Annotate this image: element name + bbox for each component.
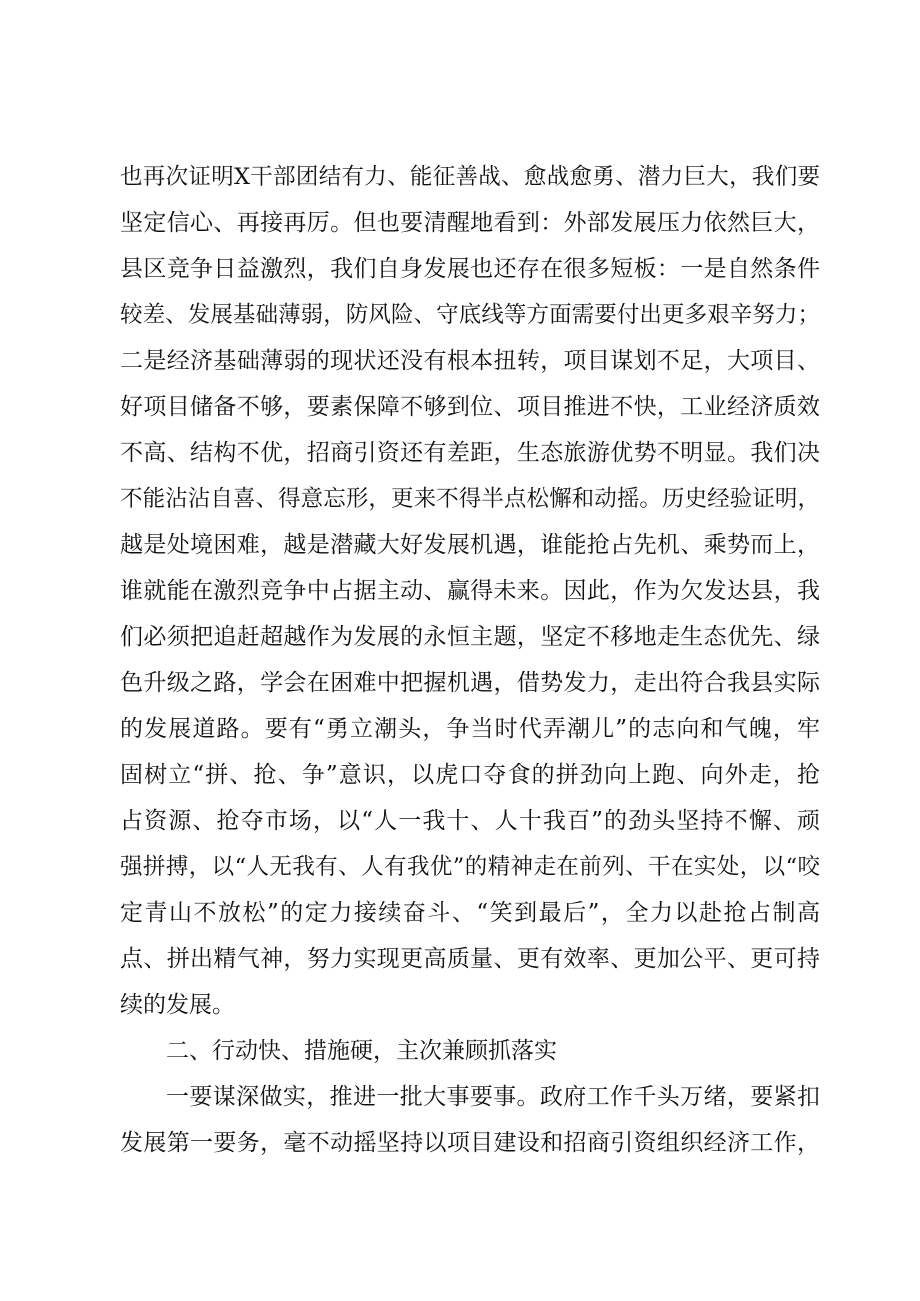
body-text-line: 越是处境困难，越是潜藏大好发展机遇，谁能抢占先机、乘势而上， — [120, 532, 820, 558]
body-text-line: 发展第一要务，毫不动摇坚持以项目建设和招商引资组织经济工作， — [120, 1130, 820, 1156]
body-text-line: 点、拼出精气神，努力实现更高质量、更有效率、更加公平、更可持 — [120, 946, 820, 972]
body-text-line: 不高、结构不优，招商引资还有差距，生态旅游优势不明显。我们决 — [120, 440, 820, 466]
body-text-line: 坚定信心、再接再厉。但也要清醒地看到：外部发展压力依然巨大， — [120, 210, 820, 236]
body-text-line: 固树立“拼、抢、争”意识，以虎口夺食的拼劲向上跑、向外走，抢 — [120, 762, 820, 788]
body-text-line: 定青山不放松”的定力接续奋斗、“笑到最后”，全力以赴抢占制高 — [120, 900, 820, 926]
body-text-line: 占资源、抢夺市场，以“人一我十、人十我百”的劲头坚持不懈、顽 — [120, 808, 820, 834]
body-text-line: 好项目储备不够，要素保障不够到位、项目推进不快，工业经济质效 — [120, 394, 820, 420]
body-text-line: 较差、发展基础薄弱，防风险、守底线等方面需要付出更多艰辛努力； — [120, 302, 820, 328]
body-text-line: 续的发展。 — [120, 992, 235, 1018]
body-text-line: 强拼搏，以“人无我有、人有我优”的精神走在前列、干在实处，以“咬 — [120, 854, 820, 880]
body-text-line: 的发展道路。要有“勇立潮头，争当时代弄潮儿”的志向和气魄，牢 — [120, 716, 820, 742]
body-text-line: 县区竞争日益激烈，我们自身发展也还存在很多短板：一是自然条件 — [120, 256, 820, 282]
section-heading: 二、行动快、措施硬，主次兼顾抓落实 — [166, 1038, 557, 1064]
body-text-line: 谁就能在激烈竞争中占据主动、赢得未来。因此，作为欠发达县，我 — [120, 578, 820, 604]
body-text-line: 二是经济基础薄弱的现状还没有根本扭转，项目谋划不足，大项目、 — [120, 348, 820, 374]
body-text-line: 色升级之路，学会在困难中把握机遇，借势发力，走出符合我县实际 — [120, 670, 820, 696]
body-text-line: 们必须把追赶超越作为发展的永恒主题，坚定不移地走生态优先、绿 — [120, 624, 820, 650]
body-text-line: 一要谋深做实，推进一批大事要事。政府工作千头万绪，要紧扣 — [166, 1084, 820, 1110]
body-text-line: 不能沾沾自喜、得意忘形，更来不得半点松懈和动摇。历史经验证明， — [120, 486, 820, 512]
body-text-line: 也再次证明X干部团结有力、能征善战、愈战愈勇、潜力巨大，我们要 — [120, 164, 820, 190]
